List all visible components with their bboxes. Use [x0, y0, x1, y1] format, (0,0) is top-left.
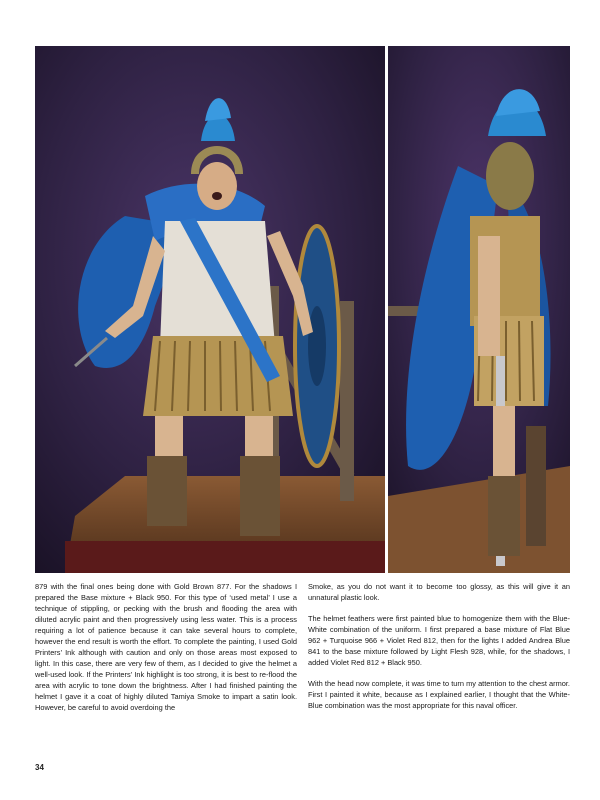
figure-side-photo — [388, 46, 570, 573]
paragraph: With the head now complete, it was time to turn my attention to the chest armor. First I painted it white, because as I explained earlier, I thought that the White-Blue combination was the most appropriate for this naval officer. — [308, 679, 570, 710]
figure-front-photo — [35, 46, 385, 573]
paragraph: 879 with the final ones being done with Gold Brown 877. For the shadows I prepared the Base mixture + Black 950. For this type of ‘used metal’ I use a technique of stippling, or pecking with the brush and flooding the area with diluted acrylic paint and then progressively using less water. This is a process requiring a lot of patience because it can take several hours to complete, however the end result is worth the effort. To complete the painting, I used Gold Printers’ Ink although with caution and only on those areas most exposed to light. In this case, there are very few of them, as I decided to give the helmet a well-used look. If the Printers’ Ink highlight is too strong, it is best to re-flood the area with acrylic to tone down the brightness. After I had finished painting the helmet I gave it a coat of highly diluted Tamiya Smoke to impart a satin look. However, be careful to avoid overdoing the — [35, 582, 297, 712]
article-column-right — [308, 581, 570, 721]
photo-strip — [35, 46, 570, 573]
paragraph: The helmet feathers were first painted blue to homogenize them with the Blue-White combination of the uniform. I first prepared a base mixture of Flat Blue 962 + Turquoise 966 + Violet Red 812, then for the lights I added Andrea Blue 841 to the base mixture followed by Light Flesh 928, while, for the shadows, I added Violet Red 812 + Black 950. — [308, 614, 570, 667]
paragraph: Smoke, as you do not want it to become too glossy, as this will give it an unnatural plastic look. — [308, 582, 570, 602]
page-number: 34 — [35, 763, 44, 772]
article-column-left — [35, 581, 297, 723]
